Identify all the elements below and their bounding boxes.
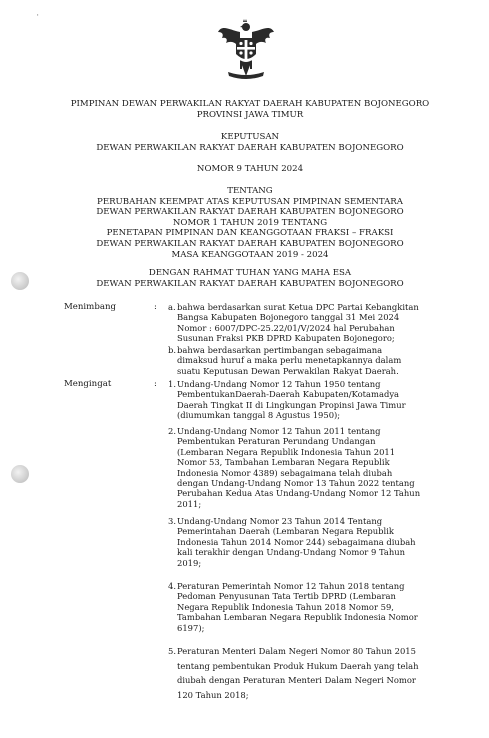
item-line: Nomor 53, Tambahan Lembaran Negara Republik [177,457,390,468]
scan-mark: ' [37,14,39,21]
item-line: bahwa berdasarkan pertimbangan sebagaimana [177,345,383,355]
item-line: PembentukanDaerah-Daerah Kabupaten/Kotamadya [177,389,400,400]
institution-name: PIMPINAN DEWAN PERWAKILAN RAKYAT DAERAH KABUPATEN BOJONEGORO [70,99,430,109]
list-item [168,581,443,633]
list-item [168,345,443,376]
item-line: dengan Undang-Undang Nomor 13 Tahun 2022 tentang [177,478,415,489]
item-line: Perubahan Kedua Atas Undang-Undang Nomor 12 Tahun [177,488,421,499]
list-item [168,379,443,421]
item-line: suatu Keputusan Dewan Perwakilan Rakyat Daerah. [177,365,399,376]
item-line: Indonesia Nomor 4389) sebagaimana telah diubah [177,467,393,478]
item-line: kali terakhir dengan Undang-Undang Nomor 9 Tahun [177,547,406,558]
item-line: Tambahan Lembaran Negara Republik Indonesia Nomor [177,612,418,623]
item-line: (diumumkan tanggal 8 Agustus 1950); [177,410,341,421]
list-item [168,644,443,702]
item-line: Negara Republik Indonesia Tahun 2018 Nomor 59, [177,601,394,612]
subject-line: PENETAPAN PIMPINAN DAN KEANGGOTAAN FRAKSI – FRAKSI [106,228,394,239]
list-item [168,516,443,568]
colon: : [154,302,157,312]
list-item [168,302,443,344]
garuda-emblem-icon [216,18,276,84]
subject-line: PERUBAHAN KEEMPAT ATAS KEPUTUSAN PIMPINAN SEMENTARA [97,196,403,207]
item-number: 3. [168,516,176,526]
province-name: PROVINSI JAWA TIMUR [196,109,304,120]
item-line: bahwa berdasarkan surat Ketua DPC Partai Kebangkitan [177,302,419,312]
subject-line: MASA KEANGGOTAAN 2019 - 2024 [171,249,329,260]
item-line: Nomor : 6007/DPC-25.22/01/V/2024 hal Perubahan [177,322,395,333]
item-line: Pedoman Penyusunan Tata Tertib DPRD (Lembaran [177,591,396,602]
item-line: Bangsa Kabupaten Bojonegoro tanggal 31 Mei 2024 [177,312,400,323]
decree-subject [40,186,460,260]
blessing-line: DEWAN PERWAKILAN RAKYAT DAERAH KABUPATEN BOJONEGORO [96,278,404,289]
colon: : [154,379,157,389]
item-number: 4. [168,581,176,591]
item-line: Undang-Undang Nomor 12 Tahun 2011 tentang [177,426,381,436]
item-line: Undang-Undang Nomor 23 Tahun 2014 Tentang [177,516,383,526]
about-label: TENTANG [227,186,273,196]
item-line: 6197); [177,622,205,633]
decree-title [40,132,460,153]
item-line: tentang pembentukan Produk Hukum Daerah yang telah [177,660,419,671]
mengingat-label: Mengingat [64,379,112,389]
punch-hole [11,272,29,290]
item-line: dimaksud huruf a maka perlu menetapkannya dalam [177,355,402,366]
decree-number: NOMOR 9 TAHUN 2024 [196,164,304,174]
item-line: Undang-Undang Nomor 12 Tahun 1950 tentang [177,379,381,389]
blessing [40,268,460,289]
item-number: 2. [168,426,176,436]
item-line: 2011; [177,498,202,509]
item-number: 5. [168,646,176,656]
item-line: (Lembaran Negara Republik Indonesia Tahun 2011 [177,446,396,457]
item-line: Susunan Fraksi PKB DPRD Kabupaten Bojonegoro; [177,333,395,344]
item-line: Peraturan Pemerintah Nomor 12 Tahun 2018 tentang [177,581,405,591]
item-line: 2019; [177,557,202,568]
item-line: Pemerintahan Daerah (Lembaran Negara Republik [177,526,394,537]
item-line: 120 Tahun 2018; [177,689,249,700]
institution-header [40,99,460,120]
blessing-line: DENGAN RAHMAT TUHAN YANG MAHA ESA [148,268,352,278]
subject-line: DEWAN PERWAKILAN RAKYAT DAERAH KABUPATEN BOJONEGORO [96,238,404,249]
item-number: b. [168,345,177,355]
item-line: Indonesia Tahun 2014 Nomor 244) sebagaimana diubah [177,536,416,547]
item-number: a. [168,302,176,312]
punch-hole [11,465,29,483]
subject-line: NOMOR 1 TAHUN 2019 TENTANG [172,217,328,228]
list-item [168,426,443,509]
item-line: diubah dengan Peraturan Menteri Dalam Negeri Nomor [177,675,416,686]
subject-line: DEWAN PERWAKILAN RAKYAT DAERAH KABUPATEN BOJONEGORO [96,207,404,218]
item-line: Peraturan Menteri Dalam Negeri Nomor 80 Tahun 2015 [177,646,416,656]
decree-type: KEPUTUSAN [220,132,280,142]
decree-issuer: DEWAN PERWAKILAN RAKYAT DAERAH KABUPATEN BOJONEGORO [96,142,404,153]
menimbang-label: Menimbang [64,302,116,312]
item-number: 1. [168,379,176,389]
item-line: Pembentukan Peraturan Perundang Undangan [177,436,376,447]
item-line: Daerah Tingkat II di Lingkungan Propinsi Jawa Timur [177,399,406,410]
